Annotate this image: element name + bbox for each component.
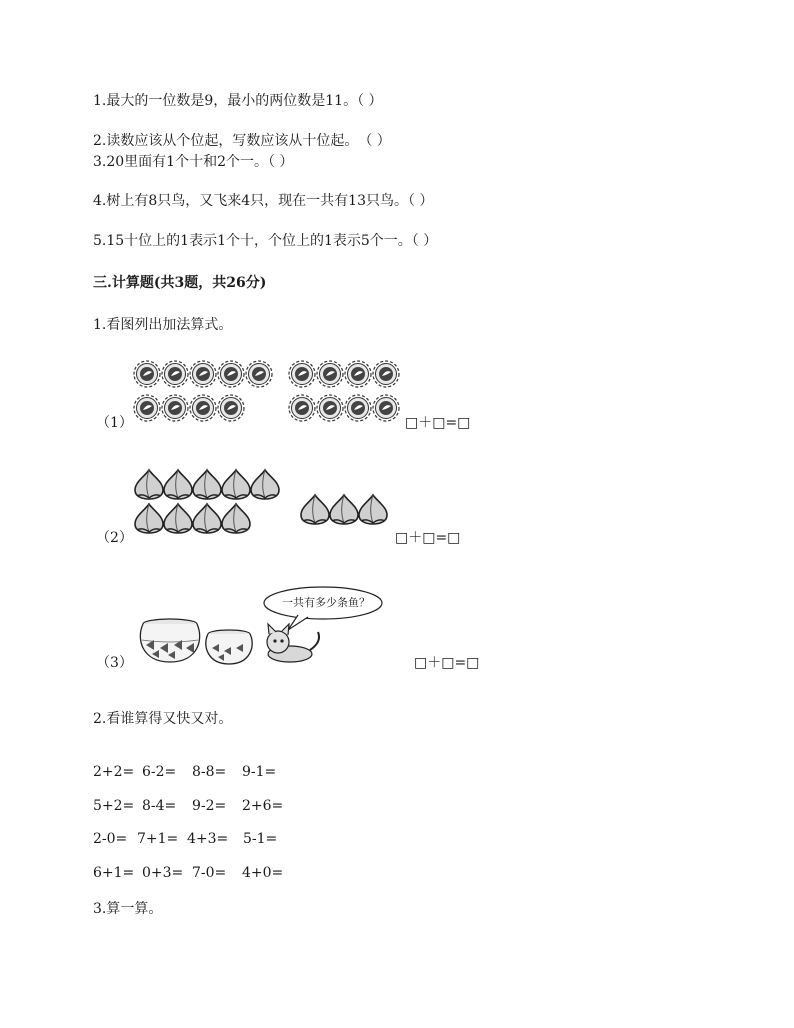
calc-expression: 8-4=: [142, 798, 177, 814]
calc-row: [93, 764, 276, 780]
q2-title: 2.看谁算得又快又对。: [93, 711, 233, 727]
section-title: 三.计算题(共3题，共26分): [93, 275, 267, 291]
calc-expression: 5+2=: [93, 798, 135, 814]
calc-expression: 2+2=: [93, 764, 135, 780]
flower-group-right: [289, 361, 399, 421]
q1-item-2-formula: □＋□=□: [395, 530, 461, 546]
calc-row: [93, 865, 283, 881]
q1-item-1-label: （1）: [96, 415, 133, 431]
judgement-item-3: 3.20里面有1个十和2个一。（ ）: [93, 154, 294, 170]
q1-item-3-formula: □＋□=□: [414, 655, 480, 671]
peach-picture: [132, 466, 392, 538]
judgement-item-1: 1.最大的一位数是9，最小的两位数是11。（ ）: [93, 93, 383, 109]
q1-item-3-label: （3）: [96, 655, 133, 671]
peach-group-right: [301, 495, 387, 524]
calc-expression: 6+1=: [93, 865, 135, 881]
calc-expression: 7-0=: [192, 865, 227, 881]
calc-expression: 2-0=: [93, 831, 128, 847]
calc-expression: 7+1=: [137, 831, 179, 847]
calc-row: [93, 798, 283, 814]
q3-title: 3.算一算。: [93, 901, 163, 917]
calc-expression: 6-2=: [142, 764, 177, 780]
fishbowl-icon: [206, 630, 252, 664]
calc-expression: 2+6=: [242, 798, 284, 814]
judgement-item-5: 5.15十位上的1表示1个十，个位上的1表示5个一。（ ）: [93, 233, 438, 249]
calc-expression: 4+3=: [187, 831, 229, 847]
calc-row: [93, 831, 277, 847]
peach-group-left: [135, 470, 279, 533]
calc-expression: 5-1=: [243, 831, 278, 847]
calc-expression: 9-2=: [192, 798, 227, 814]
flower-picture: [130, 358, 405, 428]
judgement-item-2: 2.读数应该从个位起，写数应该从十位起。 （ ）: [93, 133, 391, 149]
q1-item-2-label: （2）: [96, 530, 133, 546]
cat-icon: [267, 624, 319, 662]
q1-item-1-formula: □＋□=□: [405, 415, 471, 431]
calc-expression: 9-1=: [242, 764, 277, 780]
calc-expression: 8-8=: [192, 764, 227, 780]
q1-title: 1.看图列出加法算式。: [93, 317, 233, 333]
judgement-item-4: 4.树上有8只鸟，又飞来4只，现在一共有13只鸟。（ ）: [93, 193, 434, 209]
speech-bubble-text: 一共有多少条鱼？: [282, 596, 370, 609]
calc-expression: 4+0=: [242, 865, 284, 881]
fishbowl-icon: [140, 619, 199, 662]
flower-group-left: [134, 361, 272, 421]
calc-expression: 0+3=: [142, 865, 184, 881]
